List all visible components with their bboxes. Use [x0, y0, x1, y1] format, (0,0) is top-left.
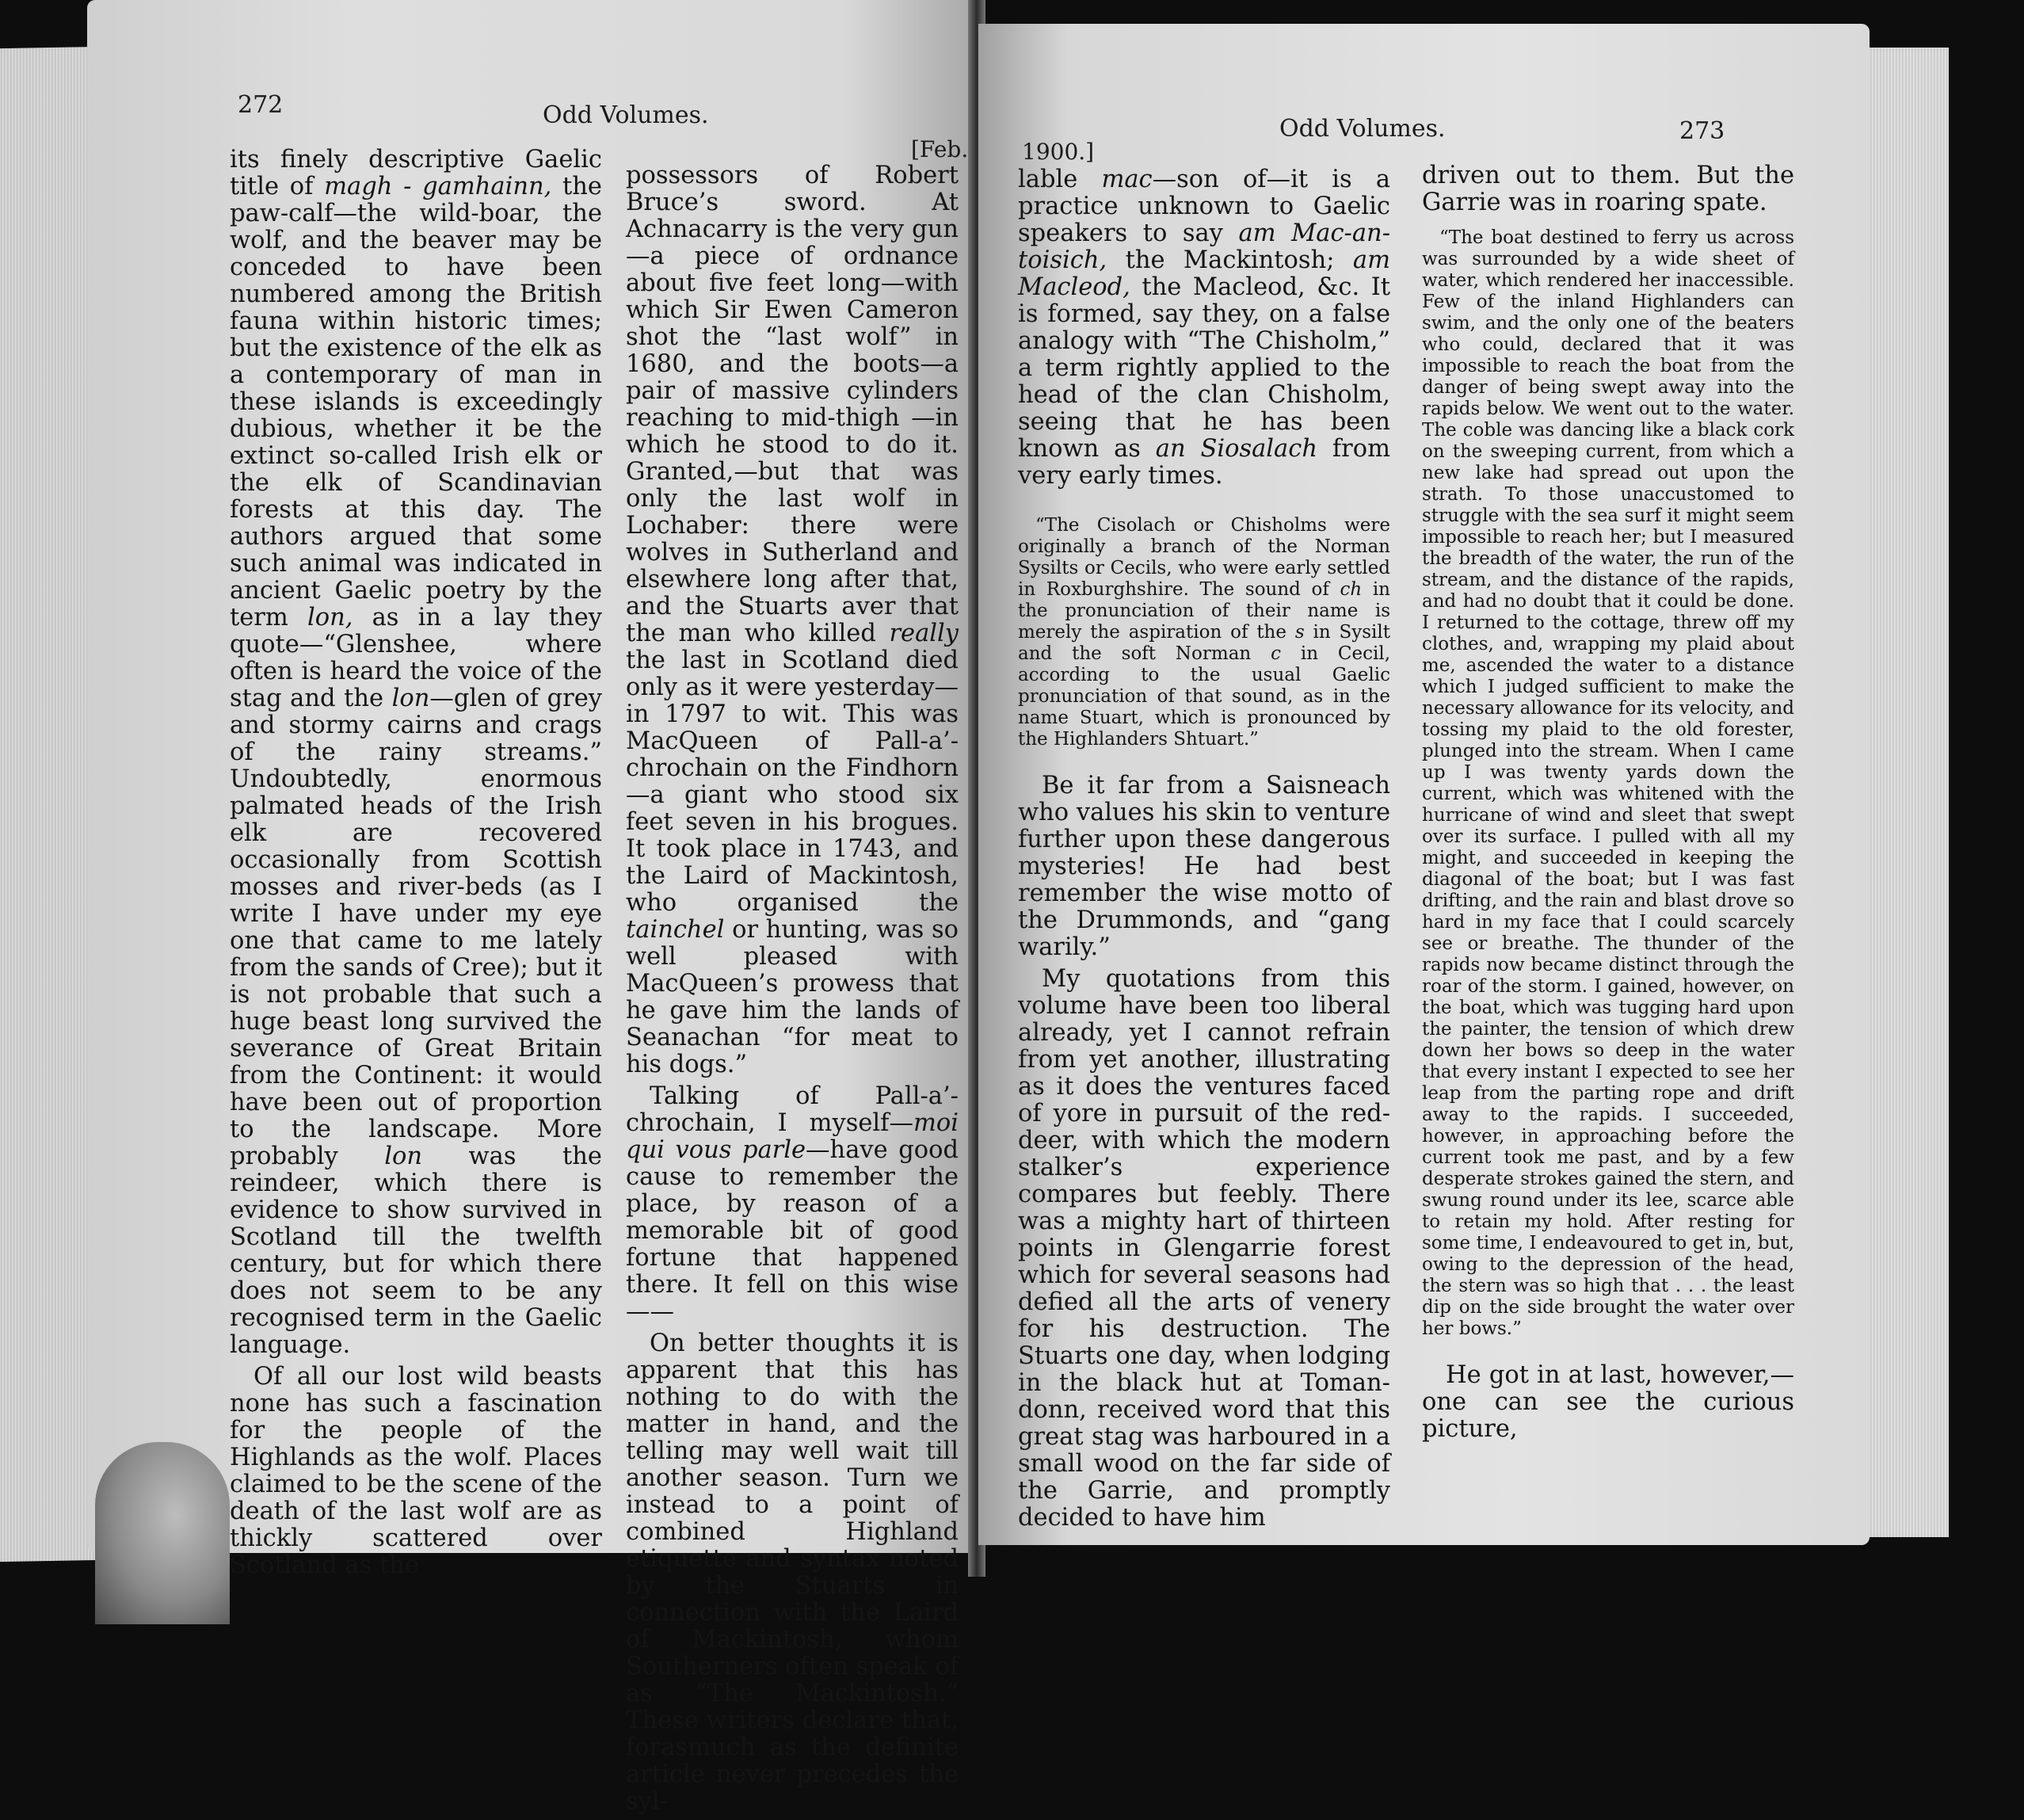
paragraph: He got in at last, however,—one can see the curious picture,: [1422, 1361, 1794, 1443]
right-page-number: 273: [1679, 117, 1725, 145]
right-column-2: [1422, 162, 1794, 1448]
reader-thumb: [95, 1442, 230, 1624]
paragraph: its finely descriptive Gaelic title of magh - gamhainn, the paw-calf—the wild-boar, the wolf, and the beaver may be conceded to have been numbered among the British fauna within historic times; but the existence of the elk as a contemporary of man in these islands is exceedingly dubious, whether it be the extinct so-called Irish elk or the elk of Scandinavian forests at this day. The authors argued that some such animal was indicated in ancient Gaelic poetry by the term lon, as in a lay they quote—“Glenshee, where often is heard the voice of the stag and the lon—glen of grey and stormy cairns and crags of the rainy streams.” Undoubtedly, enormous palmated heads of the Irish elk are recovered occasionally from Scottish mosses and river-beds (as I write I have under my eye one that came to me lately from the sands of Cree); but it is not probable that such a huge beast long survived the severance of Great Britain from the Continent: it would have been out of proportion to the landscape. More probably lon was the reindeer, which there is evidence to show survived in Scotland till the twelfth century, but for which there does not seem to be any recognised term in the Gaelic language.: [230, 146, 602, 1359]
block-quote: “The boat destined to ferry us across was surrounded by a wide sheet of water, which rendered her inaccessible. Few of the inland Highlanders can swim, and the only one of the beaters who could, declared that it was impossible to reach the boat from the danger of being swept away into the rapids below. We went out to the water. The coble was dancing like a black cork on the sweeping current, from which a new lake had spread out upon the strath. To those unaccustomed to struggle with the sea surf it might seem impossible to reach her; but I measured the breadth of the water, the run of the stream, and the distance of the rapids, and had no doubt that it could be done. I returned to the cottage, threw off my clothes, and, wrapping my plaid about me, ascended the water to a distance which I judged sufficient to make the necessary allowance for its velocity, and tossing my plaid to the old forester, plunged into the stream. When I came up I was twenty yards down the current, which was whitened with the hurricane of wind and sleet that swept over its surface. I pulled with all my might, and succeeded in keeping the diagonal of the boat; but I was fast drifting, and the rain and blast drove so hard in my face that I could scarcely see or breathe. The thunder of the rapids now became distinct through the roar of the storm. I gained, however, on the boat, which was tugging hard upon the painter, the tension of which drew down her bows so deep in the water that every instant I expected to see her leap from the parting rope and drift away to the rapids. I succeeded, however, in approaching before the current took me past, and by a few desperate strokes gained the stern, and swung round under its lee, scarce able to retain my hold. After resting for some time, I endeavoured to get in, but, owing to the depression of the head, the stern was so high that . . . the least dip on the side brought the water over her bows.”: [1422, 227, 1794, 1339]
paragraph: My quotations from this volume have been too liberal already, yet I cannot refrain from yet another, illustrating as it does the ventures faced of yore in pursuit of the red-deer, with which the modern stalker’s experience compares but feebly. There was a mighty hart of thirteen points in Glengarrie forest which for several seasons had defied all the arts of venery for his destruction. The Stuarts one day, when lodging in the black hut at Toman-donn, received word that this great stag was harboured in a small wood on the far side of the Garrie, and promptly decided to have him: [1018, 965, 1390, 1532]
paragraph: Of all our lost wild beasts none has such a fascination for the people of the Highlands as the wolf. Places claimed to be the scene of the death of the last wolf are as thickly scattered over Scotland as the: [230, 1363, 602, 1579]
paragraph: On better thoughts it is apparent that this has nothing to do with the matter in hand, and the telling may well wait till another season. Turn we instead to a point of combined Highland etiquette and syntax noted by the Stuarts in connection with the Laird of Mackintosh, whom Southerners often speak of as “The Mackintosh.” These writers declare that, forasmuch as the definite article never precedes the syl-: [626, 1330, 959, 1815]
right-column-1: [1018, 166, 1390, 1536]
paragraph: Be it far from a Saisneach who values his skin to venture further upon these dangerous mysteries! He had best remember the wise motto of the Drummonds, and “gang warily.”: [1018, 772, 1390, 961]
left-page-number: 272: [238, 91, 284, 119]
right-date-mark: 1900.]: [1022, 139, 1095, 165]
paragraph: possessors of Robert Bruce’s sword. At Achnacarry is the very gun—a piece of ordnance about five feet long—with which Sir Ewen Cameron shot the “last wolf” in 1680, and the boots—a pair of massive cylinders reaching to mid-thigh —in which he stood to do it. Granted,—but that was only the last wolf in Lochaber: there were wolves in Sutherland and elsewhere long after that, and the Stuarts aver that the man who killed really the last in Scotland died only as it were yesterday—in 1797 to wit. This was MacQueen of Pall-a’-chrochain on the Findhorn—a giant who stood six feet seven in his brogues. It took place in 1743, and the Laird of Mackintosh, who organised the tainchel or hunting, was so well pleased with MacQueen’s prowess that he gave him the lands of Seanachan “for meat to his dogs.”: [626, 162, 959, 1078]
block-quote: “The Cisolach or Chisholms were originally a branch of the Norman Sysilts or Cecils, who were early settled in Roxburghshire. The sound of ch in the pronunciation of their name is merely the aspiration of the s in Sysilt and the soft Norman c in Cecil, according to the usual Gaelic pronunciation of that sound, as in the name Stuart, which is pronounced by the Highlanders Shtuart.”: [1018, 515, 1390, 750]
left-date-mark: [Feb.: [911, 136, 969, 162]
left-running-title: Odd Volumes.: [543, 101, 709, 129]
paragraph: lable mac—son of—it is a practice unknown to Gaelic speakers to say am Mac-an-toisich, the Mackintosh; am Macleod, the Macleod, &c. It is formed, say they, on a false analogy with “The Chisholm,” a term rightly applied to the head of the clan Chisholm, seeing that he has been known as an Siosalach from very early times.: [1018, 166, 1391, 490]
left-page: [87, 0, 974, 1815]
left-column-1: [230, 147, 602, 1584]
paragraph: Talking of Pall-a’-chrochain, I myself—moi qui vous parle—have good cause to remember the place, by reason of a memorable bit of good fortune that happened there. It fell on this wise——: [626, 1082, 959, 1326]
right-running-title: Odd Volumes.: [1279, 115, 1446, 143]
paragraph: driven out to them. But the Garrie was in roaring spate.: [1422, 162, 1794, 216]
left-column-2: [626, 162, 959, 1820]
right-page: [978, 24, 1870, 1545]
